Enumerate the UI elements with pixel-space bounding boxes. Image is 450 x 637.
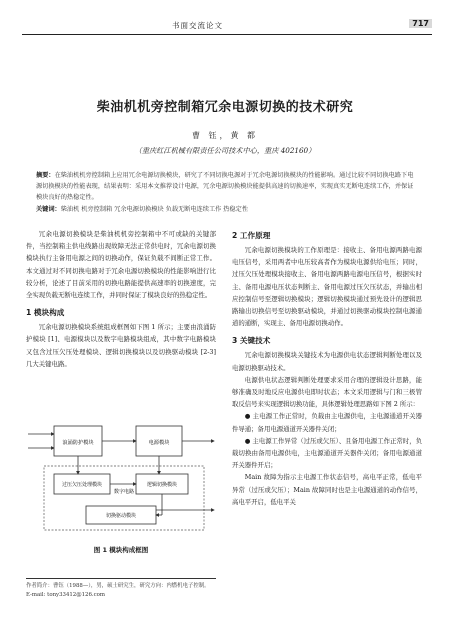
section-3-paragraph-2: 电源供电状态逻辑判断处理要求采用合理的逻辑设计思路，能够准确及时地反应电源供电即时状态；本文采用逻辑与门和三极管取反信号来实现逻辑切换功能，具体逻辑处理思路如下图 2 所示：	[232, 375, 422, 409]
drive-label: 切换驱动模块	[105, 513, 137, 519]
section-3-heading: 3 关键技术	[232, 336, 271, 346]
intro-paragraph: 冗余电源切换模块是柴油机机旁控制箱中不可或缺的关键部件，当控制箱主供电线路出现故障无法正常供电时，冗余电源切换模块执行主备用电源之间的切换动作，保证负载不间断正常工作。本文通过对不同切换电路对于冗余电源切换模块的性能影响进行比较分析，论述了目前采用的切换电路能提供高速率的切换速度，完全实现负载无断电连续工作，并同时保证了模块良好的热稳定性。	[26, 230, 216, 300]
affiliation: （重庆红江机械有限责任公司技术中心，重庆 402160）	[134, 146, 316, 155]
figure-1	[26, 420, 216, 542]
digital-label: 数字电路	[113, 489, 135, 495]
section-3-paragraph-1: 冗余电源切换模块关键技术为电源供电状态逻辑判断处理以及电源切换驱动技术。	[232, 351, 422, 372]
running-header	[22, 20, 432, 35]
section-2-paragraph: 冗余电源切换模块的工作原理是：接收主、备用电源两路电源电压信号，采用两者中电压较高者作为模块电源供给电压；同时，过压欠压处理模块接收主、备用电源两路电源电压信号，根据实时主、备用电源电压状态判断主、备用电源过压欠压状态，并输出相应控制信号至逻辑切换模块；逻辑切换模块通过预先设计的逻辑思路输出切换信号至切换驱动模块，并通过切换驱动模块控制电源通道的通断，实现主、备用电源切换动作。	[232, 246, 422, 328]
ovuv-label: 过压欠压处理模块	[61, 482, 103, 488]
logic-label: 逻辑切换模块	[146, 482, 178, 488]
abstract-label: 摘要：	[36, 172, 55, 179]
surge-label: 浪涌防护模块	[62, 440, 94, 446]
keywords-text: 柴油机 机旁控制箱 冗余电源切换模块 负载无断电连续工作 热稳定性	[60, 206, 249, 213]
left-column	[26, 228, 216, 370]
power-label: 电源模块	[148, 440, 170, 446]
section-2-heading: 2 工作原理	[232, 231, 271, 240]
authors: 曹 钰，黄 都	[191, 131, 259, 140]
right-column	[232, 228, 422, 508]
footnote-email: E-mail: tony33412@126.com	[26, 592, 106, 598]
last-paragraph: Main 故障为指示主电源工作状态信号，高电平正常，低电平异常（过压或欠压）；Main 故障同时也是主电源通道的动作信号，高电平开启，低电平关	[232, 473, 422, 506]
footnote-author: 作者简介：曹钰（1988—），男，硕士研究生，研究方向：内燃机电子控制。	[26, 583, 210, 589]
block-diagram	[26, 420, 216, 542]
bullet-1: ● 主电源工作正常时，负载由主电源供电，主电源通道开关器件导通；备用电源通道开关器件关闭；	[232, 412, 422, 433]
footnote	[26, 578, 216, 600]
journal-name: 书面交流论文	[172, 21, 223, 30]
keywords-label: 关键词：	[36, 206, 61, 213]
keywords	[36, 204, 416, 213]
figure-1-caption: 图 1 模块构成框图	[93, 546, 149, 554]
section-1-paragraph: 冗余电源切换模块系统组成框图如下图 1 所示；主要由浪涌防护模块 [1]、电源模块以及数字电路模块组成，其中数字电路模块又包含过压欠压处理模块、逻辑切换模块以及切换驱动模块 [2-3] 几大关键电路。	[26, 323, 216, 368]
section-1-heading: 1 模块构成	[26, 308, 65, 318]
bullet-2: ● 主电源工作异常（过压或欠压）、且备用电源工作正常时，负载切换由备用电源供电，主电源通道开关器件关闭；备用电源通道开关器件开启；	[232, 436, 422, 470]
page-number: 717	[409, 19, 432, 28]
abstract	[36, 170, 416, 203]
abstract-text: 在柴油机机旁控制箱上应用冗余电源切换模块，研究了不同切换电源对于冗余电源切换模块的性能影响。通过比较不同切换电路下电源切换模块的性能表现，结果表明：采用本文推荐设计电源，冗余电源切换模块能提供高速的切换速率，实现真实无断电连续工作，并保证模块良好的热稳定性。	[36, 172, 414, 201]
paper-title: 柴油机机旁控制箱冗余电源切换的技术研究	[96, 100, 354, 115]
